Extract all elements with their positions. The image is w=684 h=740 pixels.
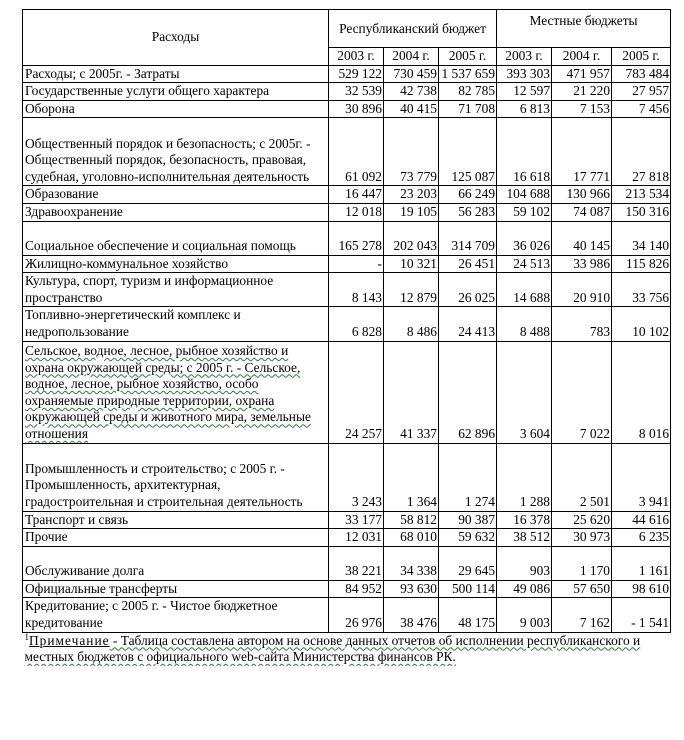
row-value: 3 941 [612,443,671,511]
table-body [23,65,671,632]
row-label: Расходы; с 2005г. - Затраты [23,65,329,83]
row-value: 33 986 [552,255,612,273]
row-value: 61 092 [329,118,384,186]
row-value: 38 476 [384,598,439,632]
row-value: 33 177 [329,511,384,529]
row-value: 1 170 [552,546,612,580]
table-row [23,221,671,255]
row-value: 14 688 [497,273,552,307]
row-label: Образование [23,186,329,204]
row-value: 90 387 [439,511,497,529]
row-value: 12 018 [329,203,384,221]
budget-table-container [22,9,670,666]
row-value: 1 161 [612,546,671,580]
row-value: 74 087 [552,203,612,221]
row-value: 130 966 [552,186,612,204]
row-value: 9 003 [497,598,552,632]
row-value: - [329,255,384,273]
row-value: 12 879 [384,273,439,307]
row-value: 29 645 [439,546,497,580]
row-value: 48 175 [439,598,497,632]
table-row [23,255,671,273]
row-value: 62 896 [439,341,497,443]
header-republican-budget: Республиканский бюджет [329,10,497,48]
row-value: 33 756 [612,273,671,307]
table-row [23,511,671,529]
table-row [23,203,671,221]
row-value: 17 771 [552,118,612,186]
row-label: Кредитование; с 2005 г. - Чистое бюджетное кредитование [23,598,329,632]
row-label: Культура, спорт, туризм и информационное пространство [23,273,329,307]
row-value: 783 484 [612,65,671,83]
row-label: Обслуживание долга [23,546,329,580]
row-value: - 1 541 [612,598,671,632]
table-row [23,83,671,101]
row-value: 26 976 [329,598,384,632]
row-value: 41 337 [384,341,439,443]
row-value: 7 456 [612,100,671,118]
table-row [23,580,671,598]
row-value: 24 257 [329,341,384,443]
header-year: 2003 г. [329,48,384,66]
table-row [23,186,671,204]
row-value: 471 957 [552,65,612,83]
row-value: 12 031 [329,529,384,547]
row-label: Оборона [23,100,329,118]
row-value: 57 650 [552,580,612,598]
row-value: 1 288 [497,443,552,511]
row-value: 7 153 [552,100,612,118]
row-value: 1 537 659 [439,65,497,83]
row-value: 21 220 [552,83,612,101]
row-value: 71 708 [439,100,497,118]
row-value: 23 203 [384,186,439,204]
table-row [23,443,671,511]
table-row [23,65,671,83]
row-value: 38 221 [329,546,384,580]
row-value: 32 539 [329,83,384,101]
footnote-text: - Таблица составлена автором на основе данных отчетов об исполнении республиканского и местных бюджетов с официального web-сайта Министерства финансов РК. [24,632,641,665]
row-value: 730 459 [384,65,439,83]
row-label: Официальные трансферты [23,580,329,598]
row-value: 314 709 [439,221,497,255]
row-value: 40 145 [552,221,612,255]
row-value: 59 632 [439,529,497,547]
table-row [23,598,671,632]
row-value: 783 [552,307,612,341]
header-row-groups [23,10,671,48]
row-label: Здравоохранение [23,203,329,221]
row-value: 8 016 [612,341,671,443]
table-footnote [23,632,671,666]
row-value: 59 102 [497,203,552,221]
row-value: 49 086 [497,580,552,598]
row-value: 24 413 [439,307,497,341]
row-value: 6 235 [612,529,671,547]
row-value: 68 010 [384,529,439,547]
row-value: 34 338 [384,546,439,580]
row-value: 84 952 [329,580,384,598]
row-value: 25 620 [552,511,612,529]
row-value: 393 303 [497,65,552,83]
row-value: 1 364 [384,443,439,511]
row-value: 903 [497,546,552,580]
row-label: Сельское, водное, лесное, рыбное хозяйство и охрана окружающей среды; с 2005 г. - Сельское, водное, лесное, рыбное хозяйство, особо охраняемые природные территории, охрана окружающей среды и животного мира, земельные отношения [23,341,329,443]
row-value: 93 630 [384,580,439,598]
row-value: 6 813 [497,100,552,118]
row-value: 42 738 [384,83,439,101]
row-value: 115 826 [612,255,671,273]
footnote-row [23,632,671,666]
header-local-budgets: Местные бюджеты [497,10,671,48]
row-label: Транспорт и связь [23,511,329,529]
row-value: 150 316 [612,203,671,221]
row-label: Промышленность и строительство; с 2005 г. - Промышленность, архитектурная, градостроительная и строительная деятельность [23,443,329,511]
row-value: 58 812 [384,511,439,529]
row-value: 73 779 [384,118,439,186]
row-value: 44 616 [612,511,671,529]
header-year: 2005 г. [612,48,671,66]
row-value: 16 447 [329,186,384,204]
table-row [23,118,671,186]
row-value: 98 610 [612,580,671,598]
row-value: 3 243 [329,443,384,511]
table-row [23,546,671,580]
row-value: 20 910 [552,273,612,307]
row-value: 7 022 [552,341,612,443]
table-row [23,529,671,547]
row-value: 40 415 [384,100,439,118]
row-value: 10 321 [384,255,439,273]
row-label: Государственные услуги общего характера [23,83,329,101]
row-value: 10 102 [612,307,671,341]
header-year: 2003 г. [497,48,552,66]
header-year: 2004 г. [384,48,439,66]
row-value: 3 604 [497,341,552,443]
row-value: 24 513 [497,255,552,273]
row-value: 7 162 [552,598,612,632]
row-value: 8 486 [384,307,439,341]
row-value: 26 451 [439,255,497,273]
footnote-title: Примечание [29,632,110,648]
row-value: 27 818 [612,118,671,186]
table-row [23,100,671,118]
row-value: 6 828 [329,307,384,341]
row-value: 19 105 [384,203,439,221]
row-value: 27 957 [612,83,671,101]
row-value: 1 274 [439,443,497,511]
row-value: 8 143 [329,273,384,307]
footnote-marker: 1 [24,632,29,642]
header-year: 2004 г. [552,48,612,66]
row-value: 82 785 [439,83,497,101]
row-label: Общественный порядок и безопасность; с 2005г. - Общественный порядок, безопасность, правовая, судебная, уголовно-исполнительная деятельность [23,118,329,186]
row-value: 12 597 [497,83,552,101]
row-value: 202 043 [384,221,439,255]
header-year: 2005 г. [439,48,497,66]
row-value: 16 618 [497,118,552,186]
row-label: Жилищно-коммунальное хозяйство [23,255,329,273]
row-value: 30 973 [552,529,612,547]
row-value: 16 378 [497,511,552,529]
row-value: 125 087 [439,118,497,186]
budget-expenses-table [22,9,671,666]
row-value: 36 026 [497,221,552,255]
row-label: Топливно-энергетический комплекс и недропользование [23,307,329,341]
header-expenses: Расходы [23,10,329,66]
table-row [23,307,671,341]
row-value: 104 688 [497,186,552,204]
row-value: 165 278 [329,221,384,255]
row-value: 56 283 [439,203,497,221]
row-value: 66 249 [439,186,497,204]
table-row [23,273,671,307]
table-row [23,341,671,443]
row-value: 529 122 [329,65,384,83]
row-value: 8 488 [497,307,552,341]
row-label: Прочие [23,529,329,547]
row-value: 30 896 [329,100,384,118]
row-value: 500 114 [439,580,497,598]
row-value: 38 512 [497,529,552,547]
row-value: 26 025 [439,273,497,307]
row-value: 34 140 [612,221,671,255]
row-label: Социальное обеспечение и социальная помощь [23,221,329,255]
row-value: 2 501 [552,443,612,511]
row-value: 213 534 [612,186,671,204]
